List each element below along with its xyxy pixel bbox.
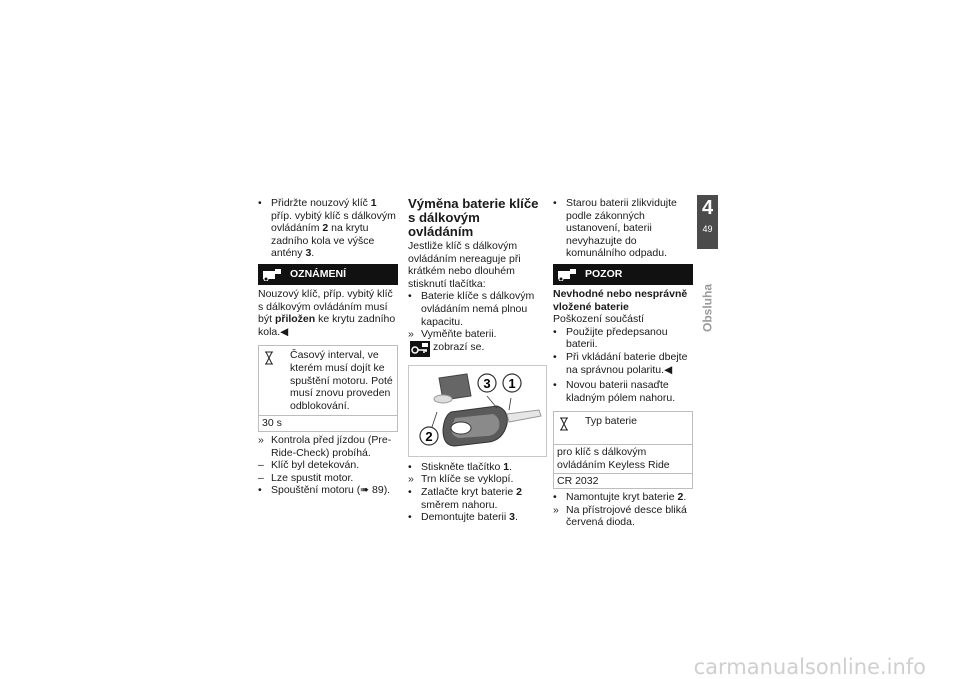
- notice-text: [258, 288, 398, 338]
- text: ke krytu zadního kola.◀: [258, 313, 396, 338]
- key-battery-warning-icon: [410, 341, 430, 357]
- text: Novou baterii nasaďte kladným pólem nahoru.: [566, 379, 676, 404]
- text: Trn klíče se vyklopí.: [421, 473, 514, 486]
- mark: »: [258, 433, 264, 446]
- ref: 3: [509, 511, 515, 524]
- column-1: [258, 197, 398, 497]
- column-3: [553, 197, 693, 529]
- mark: •: [408, 511, 412, 524]
- text: Demontujte baterii: [421, 511, 510, 524]
- text: na krytu zadního kola ve výšce antény: [271, 222, 375, 260]
- list-item: [258, 459, 398, 472]
- battery-type-box: [553, 411, 693, 489]
- text: Kontrola před jízdou (Pre-Ride-Check) probíhá.: [271, 433, 392, 459]
- label-3: 3: [483, 375, 491, 391]
- text: Namontujte kryt baterie: [566, 491, 678, 504]
- list-item: [258, 472, 398, 485]
- caution-label: POZOR: [585, 268, 623, 281]
- mark: –: [258, 471, 264, 484]
- chapter-title: [697, 263, 718, 353]
- notice-motorcycle-icon: [262, 268, 282, 281]
- box-value: 30 s: [259, 415, 397, 431]
- column-2: [408, 197, 548, 524]
- list-item: • Baterie klíče s dálkovým ovládáním nemá plnou kapacitu.: [408, 290, 548, 328]
- box-row: pro klíč s dálkovým ovládáním Keyless Ride: [554, 444, 692, 472]
- text: Baterie klíče s dálkovým ovládáním nemá plnou kapacitu.: [421, 290, 535, 328]
- list-item: • Starou baterii zlikvidujte podle zákonných ustanovení, baterii nevyhazujte do komunálního odpadu.: [553, 197, 693, 260]
- time-interval-box: [258, 345, 398, 432]
- list-item: [258, 434, 398, 459]
- ref-3: 3: [305, 247, 312, 260]
- ref: 1: [503, 460, 510, 473]
- warning-heading: Nevhodné nebo nesprávně vložené baterie: [553, 287, 688, 313]
- text-bold: přiložen: [274, 313, 316, 326]
- ref-2: 2: [322, 222, 329, 235]
- mark: –: [258, 459, 264, 472]
- warning-subtext: Poškození součástí: [553, 313, 645, 326]
- notice-banner: [258, 264, 398, 285]
- bullet-hold-key: • Přidržte nouzový klíč 1 příp. vybitý klíč s dálkovým ovládáním 2 na krytu zadního kola ve výšce antény 3.: [258, 197, 396, 260]
- text: Přidržte nouzový klíč: [271, 197, 371, 209]
- text: příp. vybitý klíč s dálkovým ovládáním: [271, 209, 396, 235]
- text: .: [311, 247, 315, 260]
- text: Na přístrojové desce bliká červená dioda.: [566, 503, 687, 529]
- ref: 2: [677, 491, 684, 504]
- hourglass-icon: [264, 351, 274, 365]
- key-battery-figure: [408, 365, 547, 457]
- caution-banner: [553, 264, 693, 285]
- text: Klíč byl detekován.: [271, 459, 360, 472]
- chapter-tab: [697, 195, 718, 395]
- notice-label: OZNÁMENÍ: [290, 268, 346, 281]
- text: Stiskněte tlačítko: [421, 460, 504, 473]
- box-title: Typ baterie: [585, 415, 637, 428]
- list-item: » Vyměňte baterii.: [408, 328, 548, 341]
- watermark: carmanualsonline.info: [693, 655, 926, 679]
- ref-1: 1: [370, 197, 377, 209]
- chapter-title-text: Obsluha: [700, 283, 715, 333]
- text: .: [683, 491, 687, 504]
- label-1: 1: [508, 375, 516, 391]
- text: Použijte předepsanou baterii.: [566, 325, 668, 351]
- battery-display-line: [408, 341, 548, 357]
- page-number: 49: [702, 224, 713, 234]
- box-text: Časový interval, ve kterém musí dojít ke spuštění motoru. Poté musí znovu proveden odblokování.: [290, 349, 393, 412]
- text: Při vkládání baterie dbejte na správnou polaritu.◀: [566, 350, 688, 376]
- text: zobrazí se.: [433, 340, 485, 353]
- mark: »: [408, 473, 414, 486]
- list-item: [408, 473, 548, 486]
- list-item: • Použijte předepsanou baterii.: [553, 326, 693, 351]
- mark: •: [258, 484, 262, 497]
- text: Vyměňte baterii.: [421, 328, 497, 341]
- list-item: [408, 486, 548, 511]
- list-item: [408, 461, 548, 474]
- chapter-number: 4: [701, 197, 714, 219]
- text: Zatlačte kryt baterie: [421, 485, 517, 498]
- caution-motorcycle-icon: [557, 268, 577, 281]
- text: Starou baterii zlikvidujte podle zákonných ustanovení, baterii nevyhazujte do komunálního odpadu.: [566, 197, 677, 260]
- key-illustration: [409, 366, 546, 456]
- list-item: • Namontujte kryt baterie 2.: [553, 491, 687, 504]
- list-item: • Novou baterii nasaďte kladným pólem nahoru.: [553, 379, 693, 404]
- list-item: » Na přístrojové desce bliká červená dioda.: [553, 504, 693, 529]
- intro-text: Jestliže klíč s dálkovým ovládáním nereaguje při krátkém nebo dlouhém stisknutí tlačítka:: [408, 240, 521, 290]
- list-item: • Při vkládání baterie dbejte na správnou polaritu.◀: [553, 351, 693, 376]
- mark: •: [408, 460, 412, 473]
- box-row: CR 2032: [554, 473, 692, 489]
- text: Nouzový klíč, příp. vybitý klíč s dálkovým ovládáním musí být: [258, 287, 393, 326]
- text: .: [514, 511, 518, 524]
- text: Spouštění motoru (➠ 89).: [271, 484, 391, 497]
- text: Lze spustit motor.: [271, 471, 354, 484]
- list-item: [408, 511, 548, 524]
- list-item: [258, 484, 398, 497]
- text: směrem nahoru.: [421, 498, 498, 511]
- text: .: [509, 460, 513, 473]
- ref: 2: [516, 485, 522, 498]
- hourglass-icon: [559, 417, 569, 431]
- label-2: 2: [425, 428, 433, 444]
- section-heading: Výměna baterie klíče s dálkovým ovládáním: [408, 196, 539, 239]
- mark: •: [408, 485, 412, 498]
